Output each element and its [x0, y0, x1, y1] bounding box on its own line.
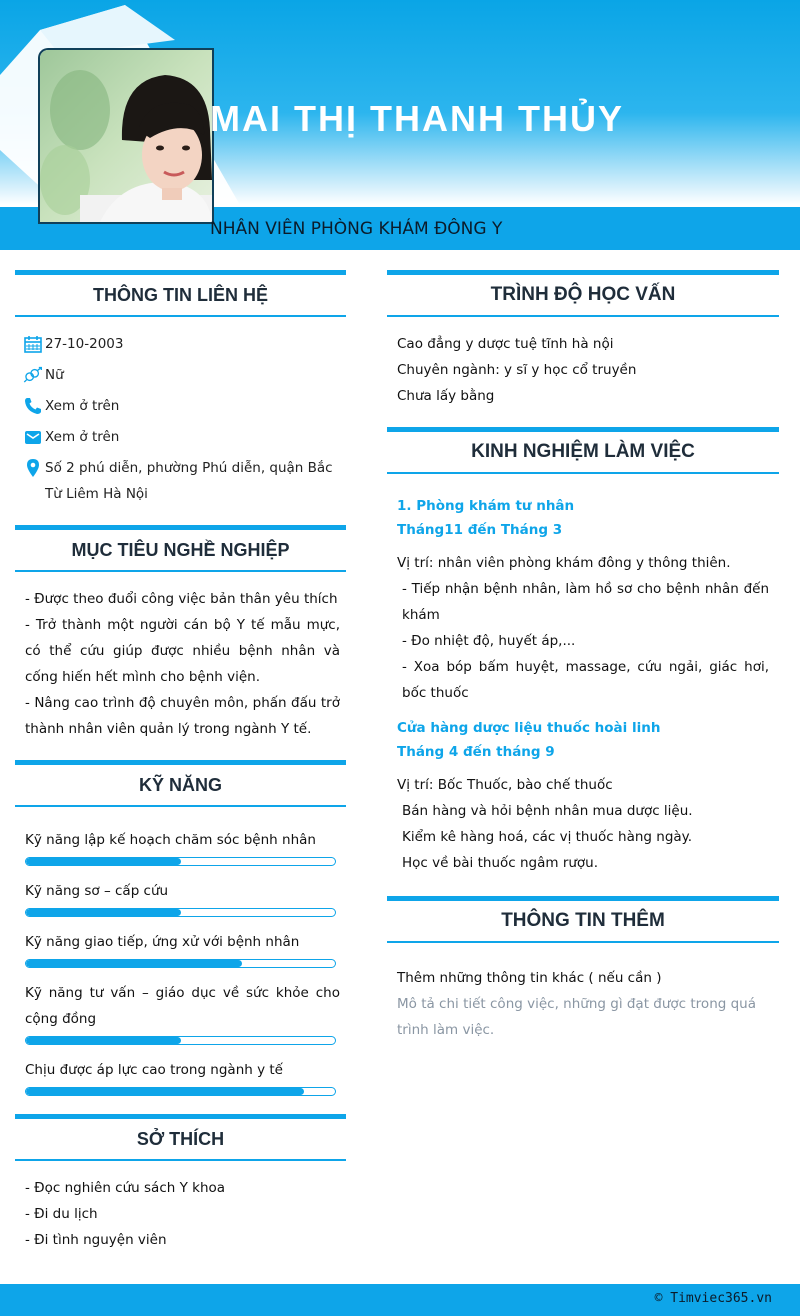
experience-section — [387, 427, 779, 876]
skill-bar — [25, 908, 336, 917]
education-heading: TRÌNH ĐỘ HỌC VẤN — [387, 270, 779, 317]
contact-address-text: Số 2 phú diễn, phường Phú diễn, quận Bắc Từ Liêm Hà Nội — [45, 460, 333, 502]
job-duty: - Xoa bóp bấm huyệt, massage, cứu ngải, giác hơi, bốc thuốc — [402, 659, 769, 701]
job-duty: Kiểm kê hàng hoá, các vị thuốc hàng ngày. — [402, 829, 693, 845]
left-column — [15, 270, 346, 1253]
contact-email — [15, 424, 340, 450]
skill-bar-fill — [26, 1037, 181, 1044]
objective-heading: MỤC TIÊU NGHỀ NGHIỆP — [15, 525, 346, 572]
education-section — [387, 270, 779, 409]
hobbies-section — [15, 1114, 346, 1253]
objective-line: - Nâng cao trình độ chuyên môn, phấn đấu trở thành nhân viên quản lý trong ngành Y tế. — [25, 695, 340, 737]
skill-bar-fill — [26, 909, 181, 916]
education-line: Chuyên ngành: y sĩ y học cổ truyền — [397, 362, 637, 378]
contact-email-text: Xem ở trên — [45, 429, 120, 445]
hobbies-heading: SỞ THÍCH — [15, 1114, 346, 1161]
skill-item — [25, 929, 340, 968]
contact-section — [15, 270, 346, 507]
skill-bar-fill — [26, 1088, 304, 1095]
job-duty: Học về bài thuốc ngâm rượu. — [402, 855, 599, 871]
contact-gender — [15, 362, 340, 388]
education-line: Chưa lấy bằng — [397, 388, 495, 404]
skill-bar — [25, 1036, 336, 1045]
contact-gender-text: Nữ — [45, 367, 64, 383]
contact-birthday-text: 27-10-2003 — [45, 336, 124, 352]
right-column — [387, 270, 779, 1043]
phone-icon — [15, 393, 45, 419]
footer-credit: © Timviec365.vn — [654, 1291, 772, 1306]
gender-icon — [15, 362, 45, 388]
contact-heading: THÔNG TIN LIÊN HỆ — [15, 270, 346, 317]
job-duty: Bán hàng và hỏi bệnh nhân mua dược liệu. — [402, 803, 693, 819]
job-position: Vị trí: Bốc Thuốc, bào chế thuốc — [397, 777, 613, 793]
additional-heading: THÔNG TIN THÊM — [387, 896, 779, 943]
contact-phone-text: Xem ở trên — [45, 398, 120, 414]
calendar-icon — [15, 331, 45, 357]
skill-item — [25, 827, 340, 866]
skill-item — [25, 980, 340, 1045]
contact-phone — [15, 393, 340, 419]
candidate-name: MAI THỊ THANH THỦY — [210, 98, 624, 139]
hobby-item: - Đọc nghiên cứu sách Y khoa — [25, 1180, 226, 1196]
education-line: Cao đẳng y dược tuệ tĩnh hà nội — [397, 336, 614, 352]
job-duty: - Đo nhiệt độ, huyết áp,... — [402, 633, 576, 649]
objective-body — [15, 586, 346, 742]
objective-line: - Trở thành một người cán bộ Y tế mẫu mực, có thể cứu giúp được nhiều bệnh nhân và cống hiến hết mình cho bệnh viện. — [25, 617, 340, 685]
skills-section — [15, 760, 346, 1096]
job-company: 1. Phòng khám tư nhân — [397, 498, 575, 514]
skill-label: Kỹ năng sơ – cấp cứu — [25, 883, 169, 899]
skill-bar — [25, 959, 336, 968]
contact-address — [15, 455, 340, 507]
objective-line: - Được theo đuổi công việc bản thân yêu thích — [25, 591, 338, 607]
job-duty: - Tiếp nhận bệnh nhân, làm hồ sơ cho bệnh nhân đến khám — [402, 581, 769, 623]
skill-bar — [25, 1087, 336, 1096]
skill-bar — [25, 857, 336, 866]
skill-bar-fill — [26, 960, 242, 967]
hobbies-body — [15, 1175, 346, 1253]
education-body — [387, 331, 779, 409]
profile-photo — [40, 50, 212, 222]
additional-body — [387, 957, 779, 1043]
skill-label: Kỹ năng tư vấn – giáo dục về sức khỏe cho cộng đồng — [25, 985, 340, 1027]
additional-placeholder: Mô tả chi tiết công việc, những gì đạt được trong quá trình làm việc. — [397, 996, 757, 1038]
skill-label: Kỹ năng giao tiếp, ứng xử với bệnh nhân — [25, 934, 300, 950]
hobby-item: - Đi du lịch — [25, 1206, 98, 1222]
job-company: Cửa hàng dược liệu thuốc hoài linh — [397, 720, 661, 736]
footer — [0, 1284, 800, 1316]
job-position: Vị trí: nhân viên phòng khám đông y thông thiên. — [397, 555, 731, 571]
skill-item — [25, 1057, 340, 1096]
experience-job — [397, 716, 769, 876]
experience-heading: KINH NGHIỆM LÀM VIỆC — [387, 427, 779, 474]
skill-label: Chịu được áp lực cao trong ngành y tế — [25, 1062, 283, 1078]
skill-label: Kỹ năng lập kế hoạch chăm sóc bệnh nhân — [25, 832, 316, 848]
location-icon — [15, 455, 45, 481]
job-title: NHÂN VIÊN PHÒNG KHÁM ĐÔNG Y — [210, 219, 503, 239]
skill-bar-fill — [26, 858, 181, 865]
cv-header — [0, 0, 800, 250]
job-period: Tháng 4 đến tháng 9 — [397, 744, 555, 760]
hobby-item: - Đi tình nguyện viên — [25, 1232, 167, 1248]
objective-section — [15, 525, 346, 742]
skills-heading: KỸ NĂNG — [15, 760, 346, 807]
experience-job — [397, 494, 769, 706]
job-period: Tháng11 đến Tháng 3 — [397, 522, 563, 538]
skill-item — [25, 878, 340, 917]
additional-section — [387, 896, 779, 1043]
email-icon — [15, 424, 45, 450]
contact-birthday — [15, 331, 340, 357]
additional-text: Thêm những thông tin khác ( nếu cần ) — [397, 970, 662, 986]
